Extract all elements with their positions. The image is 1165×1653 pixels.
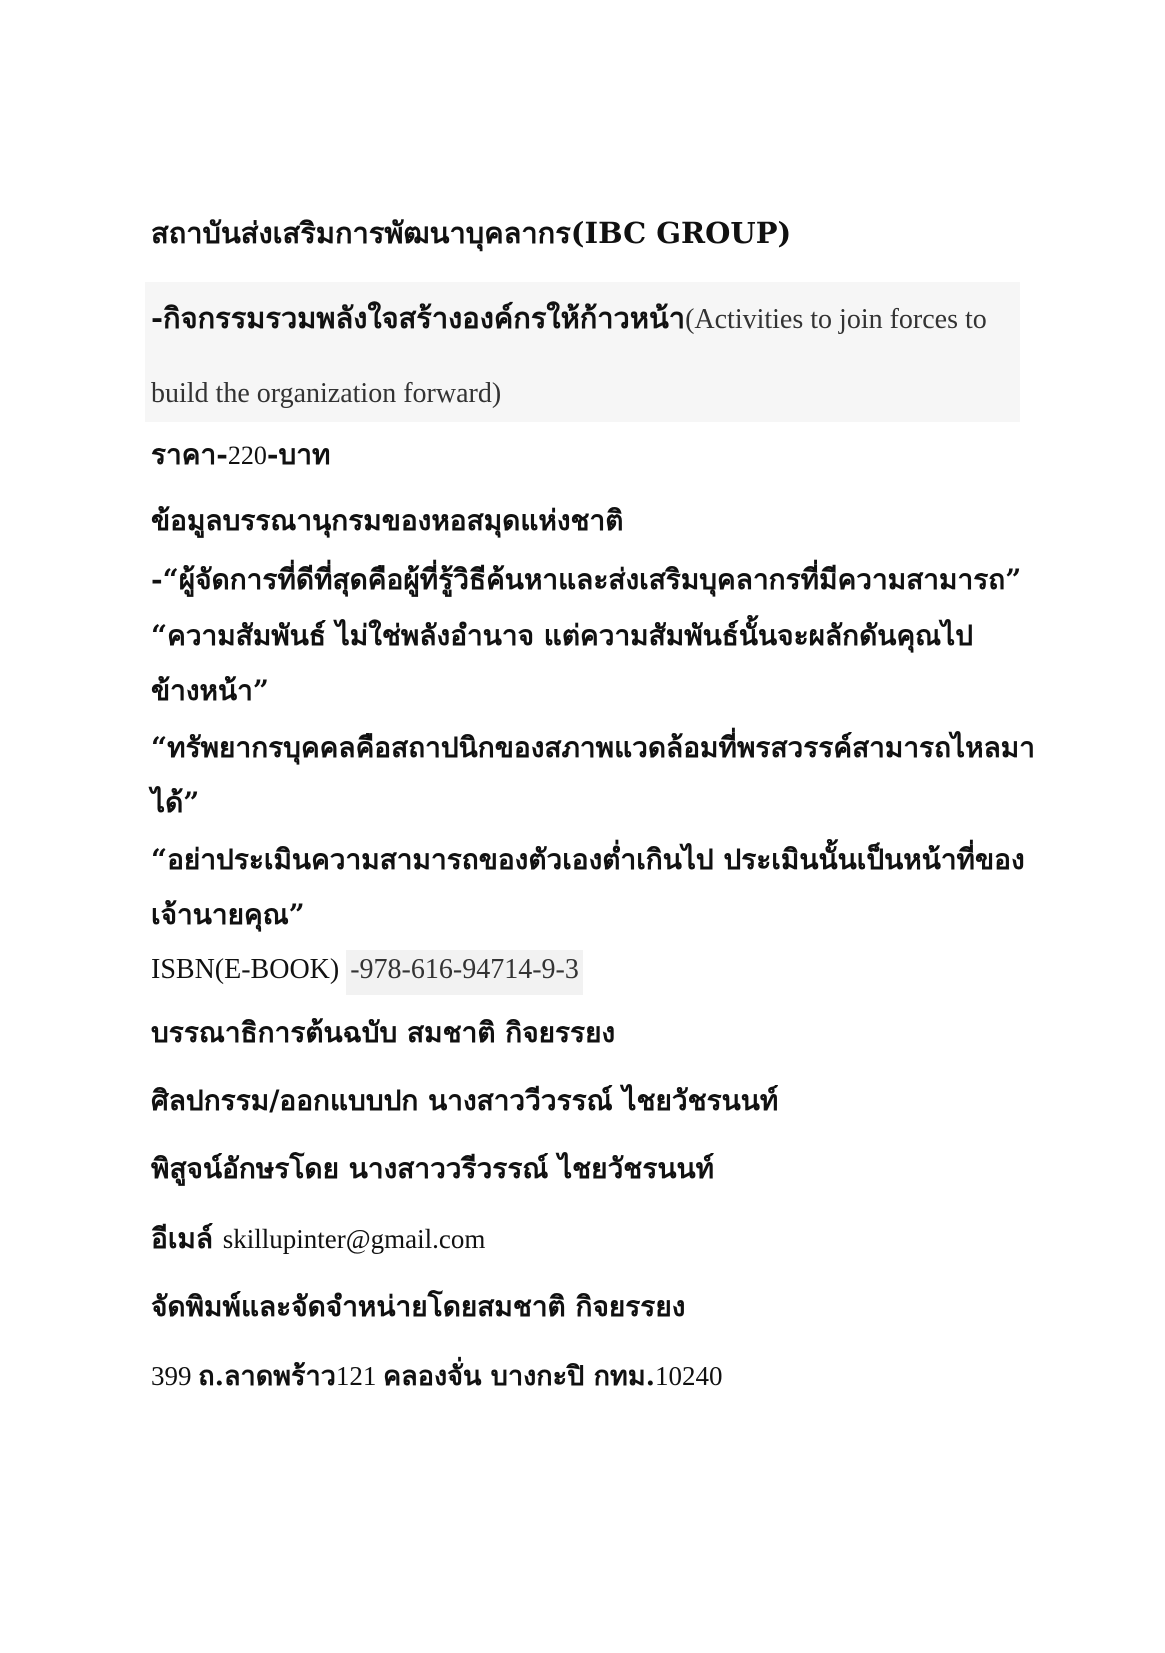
- address-line: [151, 1363, 723, 1390]
- art-credit: ศิลปกรรม/ออกแบบปก นางสาววีวรรณ์ ไชยวัชรนนท์: [151, 1084, 779, 1117]
- quote-3-line-2: ได้”: [151, 786, 200, 819]
- email-line: [151, 1222, 486, 1255]
- price-value: 220: [227, 441, 267, 470]
- isbn-line: [151, 956, 583, 984]
- activity-english-continued: build the organization forward): [151, 378, 502, 409]
- quote-4-line-1: “อย่าประเมินความสามารถของตัวเองต่ำเกินไป ประเมินนั้นเป็นหน้าที่ของ: [151, 843, 1025, 876]
- publisher-credit: จัดพิมพ์และจัดจำหน่ายโดยสมชาติ กิจยรรยง: [151, 1290, 686, 1323]
- address-postcode: 10240: [655, 1361, 723, 1391]
- price-currency: -บาท: [266, 438, 331, 471]
- email-label: อีเมล์: [151, 1222, 223, 1255]
- isbn-label: ISBN(E-BOOK): [151, 954, 347, 985]
- price-label: ราคา-: [151, 438, 228, 471]
- activity-title: [151, 301, 987, 335]
- isbn-value: -978-616-94714-9-3: [346, 950, 583, 995]
- activity-thai-text: -กิจกรรมรวมพลังใจสร้างองค์กรให้ก้าวหน้า: [151, 301, 686, 335]
- address-road: ถ.ลาดพร้าว: [198, 1361, 336, 1392]
- quote-2-line-2: ข้างหน้า”: [151, 674, 269, 707]
- quote-2-line-1: “ความสัมพันธ์ ไม่ใช่พลังอำนาจ แต่ความสัมพันธ์นั้นจะผลักดันคุณไป: [151, 619, 974, 652]
- address-number: 399: [151, 1361, 199, 1391]
- quote-1: -“ผู้จัดการที่ดีที่สุดคือผู้ที่รู้วิธีค้นหาและส่งเสริมบุคลากรที่มีความสามารถ”: [151, 563, 1022, 596]
- price-line: [151, 438, 331, 471]
- proofreader-credit: พิสูจน์อักษรโดย นางสาววรีวรรณ์ ไชยวัชรนนท์: [151, 1152, 715, 1185]
- national-library-heading: ข้อมูลบรรณานุกรมของหอสมุดแห่งชาติ: [151, 504, 624, 537]
- quote-3-line-1: “ทรัพยากรบุคคลคือสถาปนิกของสภาพแวดล้อมที่พรสวรรค์สามารถไหลมา: [151, 731, 1035, 764]
- email-address: skillupinter@gmail.com: [222, 1224, 486, 1254]
- address-district: คลองจั่น บางกะปิ กทม.: [383, 1361, 656, 1392]
- address-soi: 121: [335, 1361, 384, 1391]
- editor-credit: บรรณาธิการต้นฉบับ สมชาติ กิจยรรยง: [151, 1016, 616, 1049]
- quote-4-line-2: เจ้านายคุณ”: [151, 898, 305, 931]
- institute-title: สถาบันส่งเสริมการพัฒนาบุคลากร(IBC GROUP): [151, 216, 792, 250]
- activity-english-text: (Activities to join forces to: [685, 304, 987, 335]
